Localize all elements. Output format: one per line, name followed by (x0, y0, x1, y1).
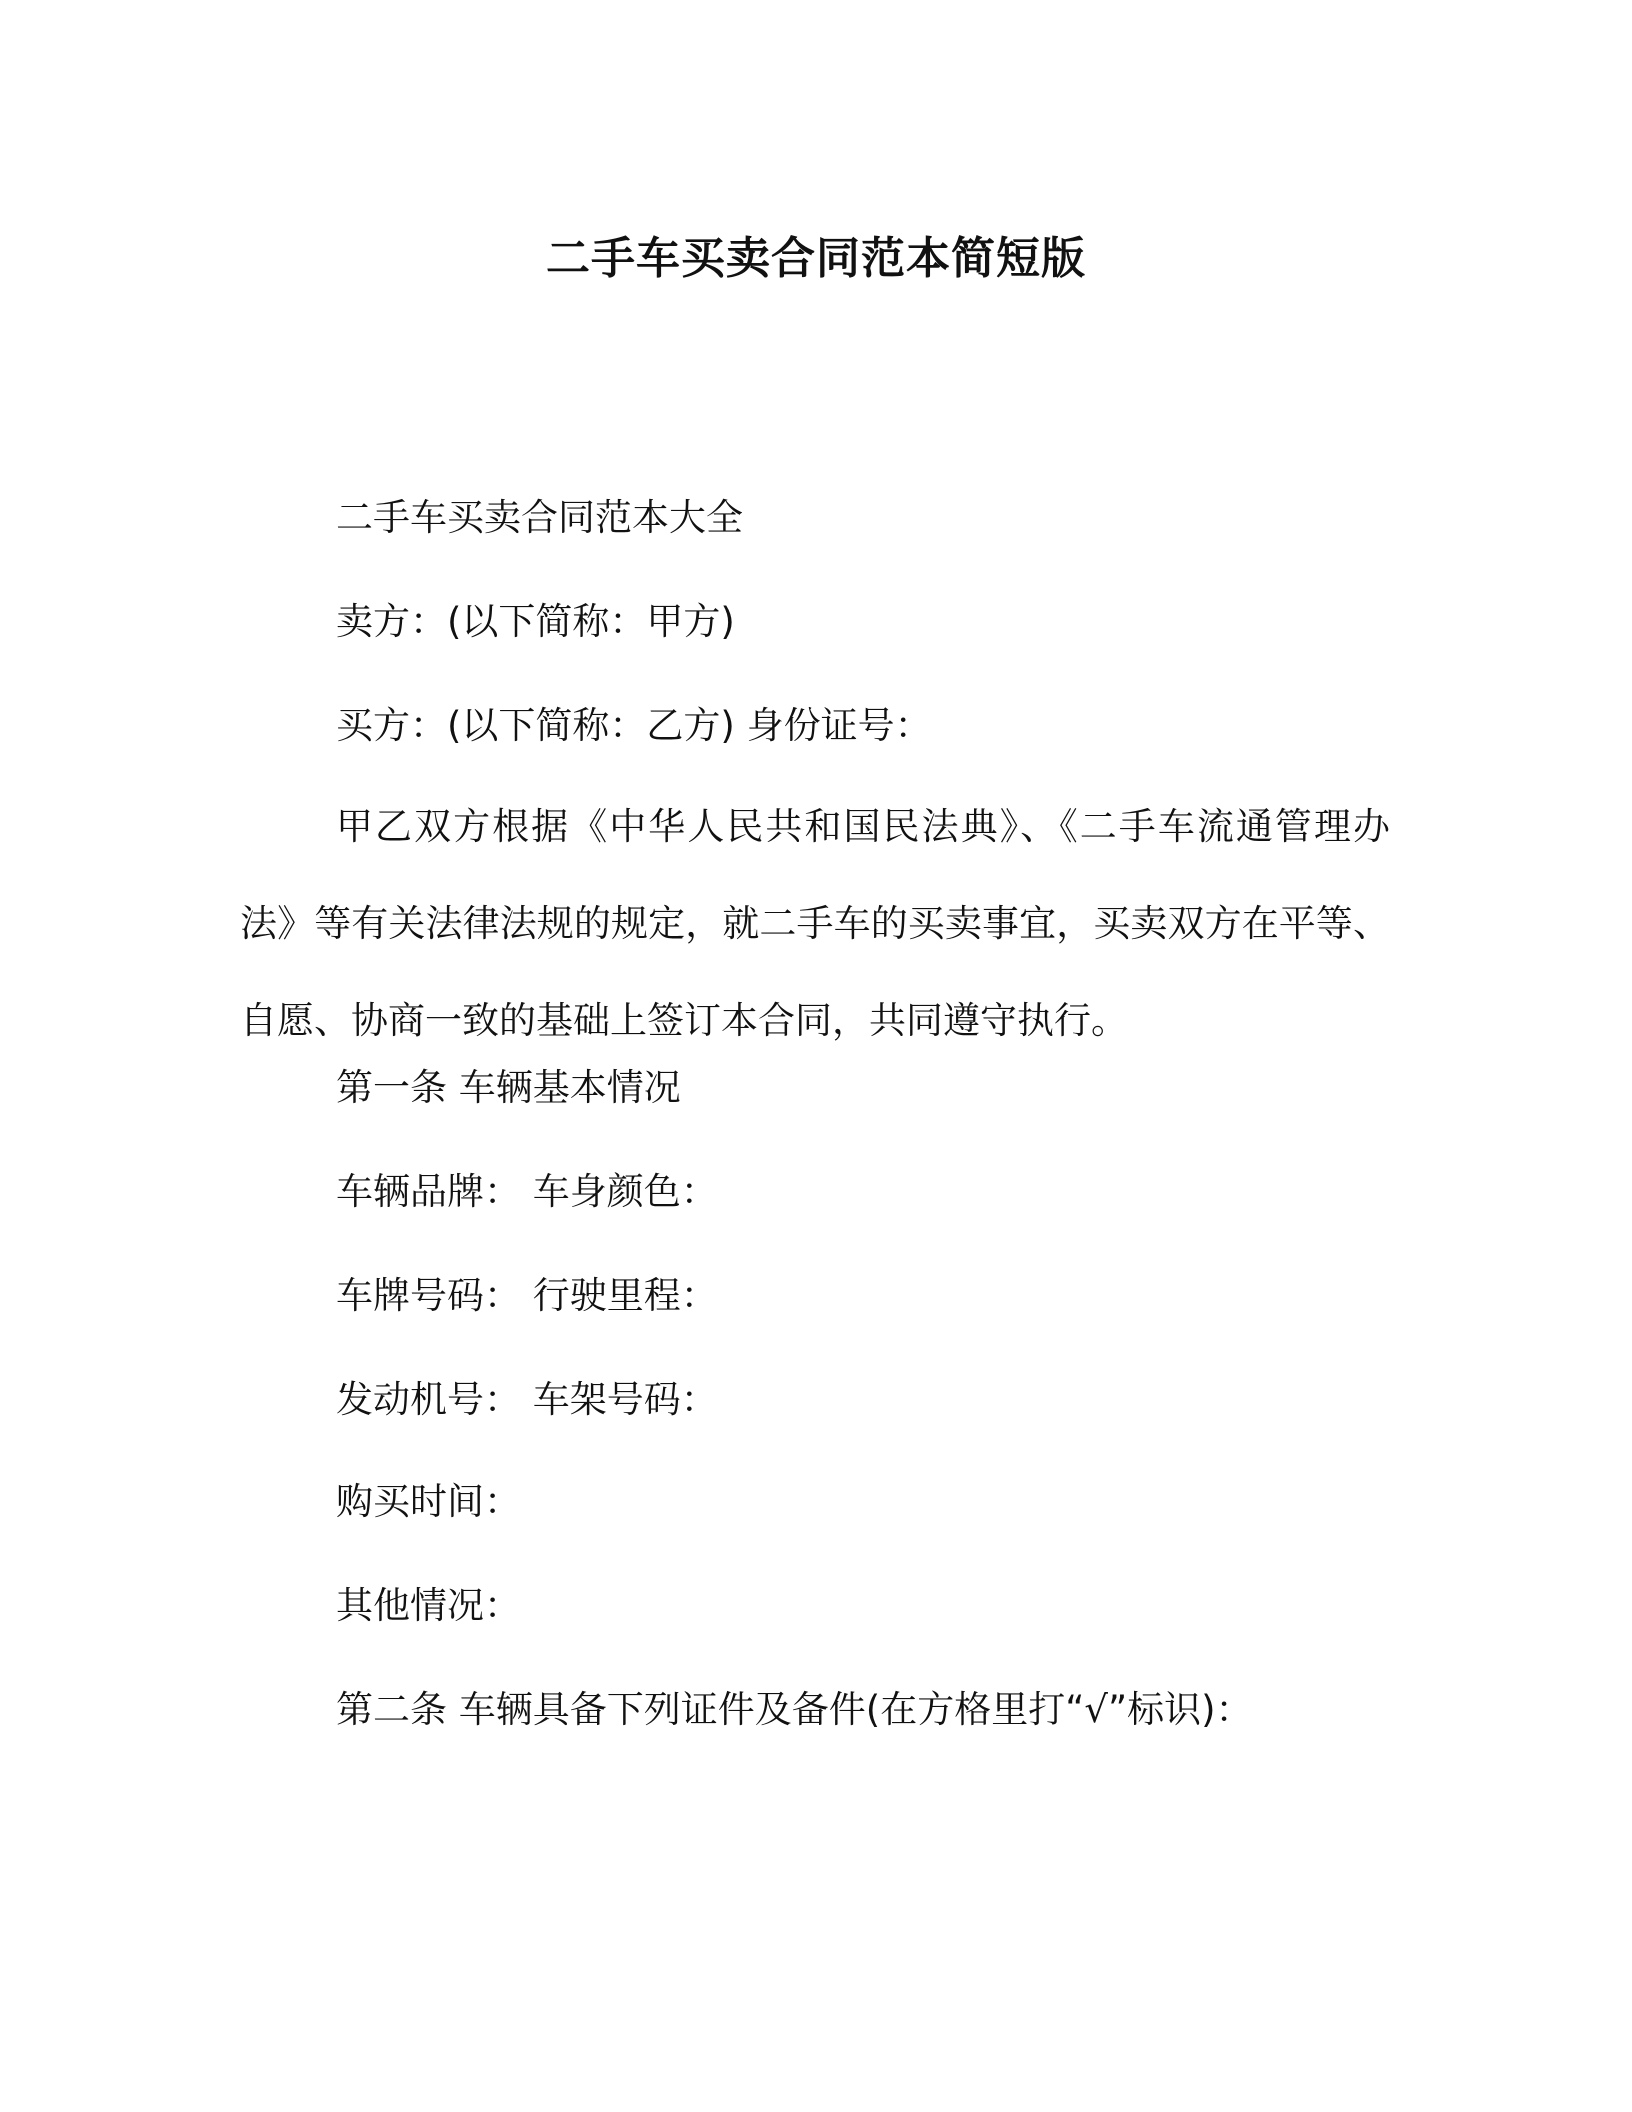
seller-line: 卖方：(以下简称：甲方) (336, 600, 735, 643)
purchase-time: 购买时间： (336, 1480, 521, 1523)
article-1-heading: 第一条 车辆基本情况 (336, 1066, 681, 1109)
other-info: 其他情况： (336, 1584, 521, 1627)
article-2-heading: 第二条 车辆具备下列证件及备件(在方格里打“√”标识)： (336, 1688, 1253, 1731)
buyer-line: 买方：(以下简称：乙方) 身份证号： (336, 704, 932, 747)
page-title: 二手车买卖合同范本简短版 (546, 233, 1086, 284)
subtitle: 二手车买卖合同范本大全 (336, 496, 743, 539)
engine-frame-number: 发动机号： 车架号码： (336, 1378, 718, 1421)
plate-mileage: 车牌号码： 行驶里程： (336, 1274, 718, 1317)
vehicle-brand-color: 车辆品牌： 车身颜色： (336, 1170, 718, 1213)
intro-paragraph: 甲乙双方根据《中华人民共和国民法典》、《二手车流通管理办法》等有关法律法规的规定，就二手车的买卖事宜，买卖双方在平等、自愿、协商一致的基础上签订本合同，共同遵守执行。 (240, 805, 1390, 1042)
